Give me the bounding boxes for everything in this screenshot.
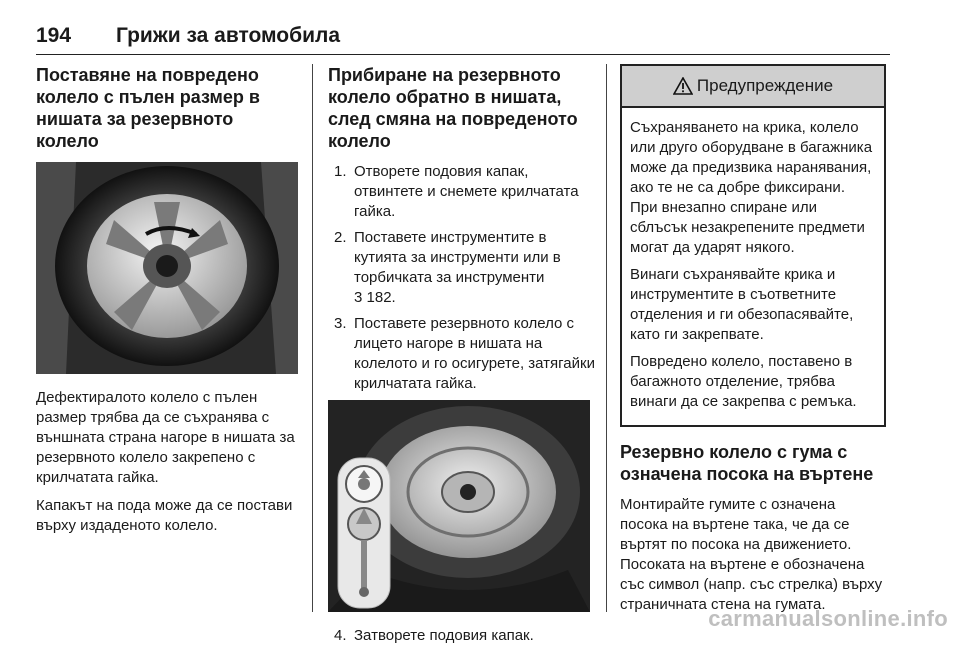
warning-triangle-icon [673,77,693,95]
steel-wheel-illustration [328,400,590,612]
paragraph: Капакът на пода може да се постави върху издаденото колело. [36,497,293,534]
section-heading-stow-spare: Прибиране на резервното колело обратно в нишата, след смяна на повреденото колело [328,65,578,151]
list-item: 4. Затворете подовия капак. [334,627,534,644]
column-1 [36,64,300,544]
warning-box [620,64,886,427]
section-heading-damaged-wheel: Поставяне на повредено колело с пълен размер в нишата за резервното колело [36,65,260,151]
section-heading-directional-tyre: Резервно колело с гума с означена посока на въртене [620,442,874,484]
list-item: 3. Поставете резервното колело с лицето нагоре в нишата на колелото и го осигурете, затягайки крилчатата гайка. [334,315,595,392]
page-reference: 3 182. [354,289,396,306]
warning-header [622,66,884,108]
warning-body [622,108,884,425]
list-item: 2. Поставете инструментите в кутията за инструменти или в торбичката за инструменти 3 182. [334,229,561,306]
column-2 [328,64,596,652]
warning-title: Предупреждение [696,76,834,95]
steel-wheel-figure [328,400,590,612]
warning-paragraph: Съхраняването на крика, колело или друго оборудване в багажника може да предизвика наранявания, ако те не са добре фиксирани. При внезапно спиране или сблъсък незакрепените предмети могат да ударят някого. [630,119,873,256]
spare-wheel-figure [36,162,298,374]
steps-list [328,162,596,394]
column-3 [620,64,886,623]
paragraph: Монтирайте гумите с означена посока на въртене така, че да се въртят по посока на движението. Посоката на въртене е обозначена със символ (напр. със стрелка) върху страничната стена на гумата. [620,496,883,613]
page-header [36,14,890,55]
alloy-wheel-illustration [36,162,298,374]
steps-list-continued [328,626,596,646]
column-divider [312,64,313,612]
chapter-title: Грижи за автомобила [116,24,341,47]
warning-paragraph: Повредено колело, поставено в багажното отделение, трябва винаги да се закрепва с ремъка. [630,353,857,410]
column-divider [606,64,607,612]
watermark: carmanualsonline.info [708,606,948,631]
paragraph: Дефектиралото колело с пълен размер трябва да се съхранява с външната страна нагоре в нишата за резервното колело закрепено с крилчатата гайка. [36,389,295,486]
list-item: 1. Отворете подовия капак, отвинтете и снемете крилчатата гайка. [334,163,579,220]
warning-paragraph: Винаги съхранявайте крика и инструментите в съответните отделения и ги обезопасявайте, като ги закрепвате. [630,266,854,343]
page-number: 194 [36,24,72,47]
